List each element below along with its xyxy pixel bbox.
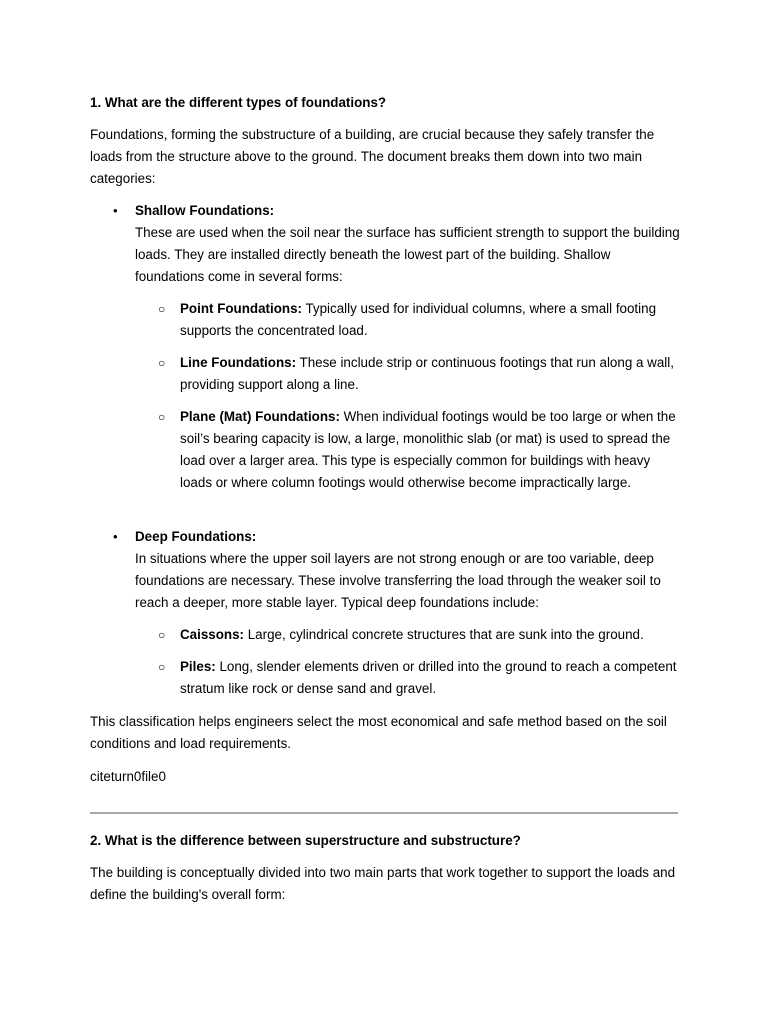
line-foundations-term: Line Foundations: — [180, 355, 297, 370]
piles-term: Piles: — [180, 659, 216, 674]
plane-mat-foundations-term: Plane (Mat) Foundations: — [180, 409, 340, 424]
shallow-foundations-body: These are used when the soil near the surface has sufficient strength to support the building loads. They are installed directly beneath the lowest part of the building. Shallow foundations come in several forms: — [135, 225, 680, 284]
deep-foundations-title: Deep Foundations: — [135, 529, 257, 544]
circle-bullet-icon: ○ — [158, 410, 166, 424]
circle-bullet-icon: ○ — [158, 302, 166, 316]
bullet-dot-icon: • — [113, 203, 118, 218]
point-foundations-desc: Typically used for individual columns, where a small footing supports the concentrated load. — [180, 301, 657, 338]
piles-desc: Long, slender elements driven or drilled into the ground to reach a competent stratum like rock or dense sand and gravel. — [180, 659, 677, 696]
caissons-term: Caissons: — [180, 627, 244, 642]
section1-conclusion: This classification helps engineers select the most economical and safe method based on the soil conditions and load requirements. — [90, 714, 667, 751]
circle-bullet-icon: ○ — [158, 628, 166, 642]
shallow-foundations-title: Shallow Foundations: — [135, 203, 275, 218]
line-foundations-desc: These include strip or continuous footings that run along a wall, providing support along a line. — [180, 355, 674, 392]
point-foundations-term: Point Foundations: — [180, 301, 302, 316]
section1-intro: Foundations, forming the substructure of a building, are crucial because they safely transfer the loads from the structure above to the ground. The document breaks them down into two main categories: — [90, 127, 655, 186]
circle-bullet-icon: ○ — [158, 660, 166, 674]
section2-intro: The building is conceptually divided into two main parts that work together to support the loads and define the building's overall form: — [90, 865, 676, 902]
citation-marker: citeturn0file0 — [90, 769, 166, 784]
plane-mat-foundations-desc: When individual footings would be too large or when the soil’s bearing capacity is low, a large, monolithic slab (or mat) is used to spread the load over a larger area. This type is especially common for buildings with heavy loads or where column footings would otherwise become impractically large. — [180, 409, 676, 490]
line-foundations-text — [180, 352, 680, 396]
section1-heading: 1. What are the different types of foundations? — [90, 95, 387, 110]
caissons-desc: Large, cylindrical concrete structures that are sunk into the ground. — [244, 627, 644, 642]
section-divider — [90, 812, 678, 814]
piles-text — [180, 656, 680, 700]
point-foundations-text — [180, 298, 680, 342]
circle-bullet-icon: ○ — [158, 356, 166, 370]
plane-mat-foundations-text — [180, 406, 680, 494]
caissons-text — [180, 624, 680, 646]
section2-heading: 2. What is the difference between superstructure and substructure? — [90, 833, 521, 848]
bullet-dot-icon: • — [113, 529, 118, 544]
deep-foundations-body: In situations where the upper soil layers are not strong enough or are too variable, deep foundations are necessary. These involve transferring the load through the weaker soil to reach a deeper, more stable layer. Typical deep foundations include: — [135, 551, 661, 610]
